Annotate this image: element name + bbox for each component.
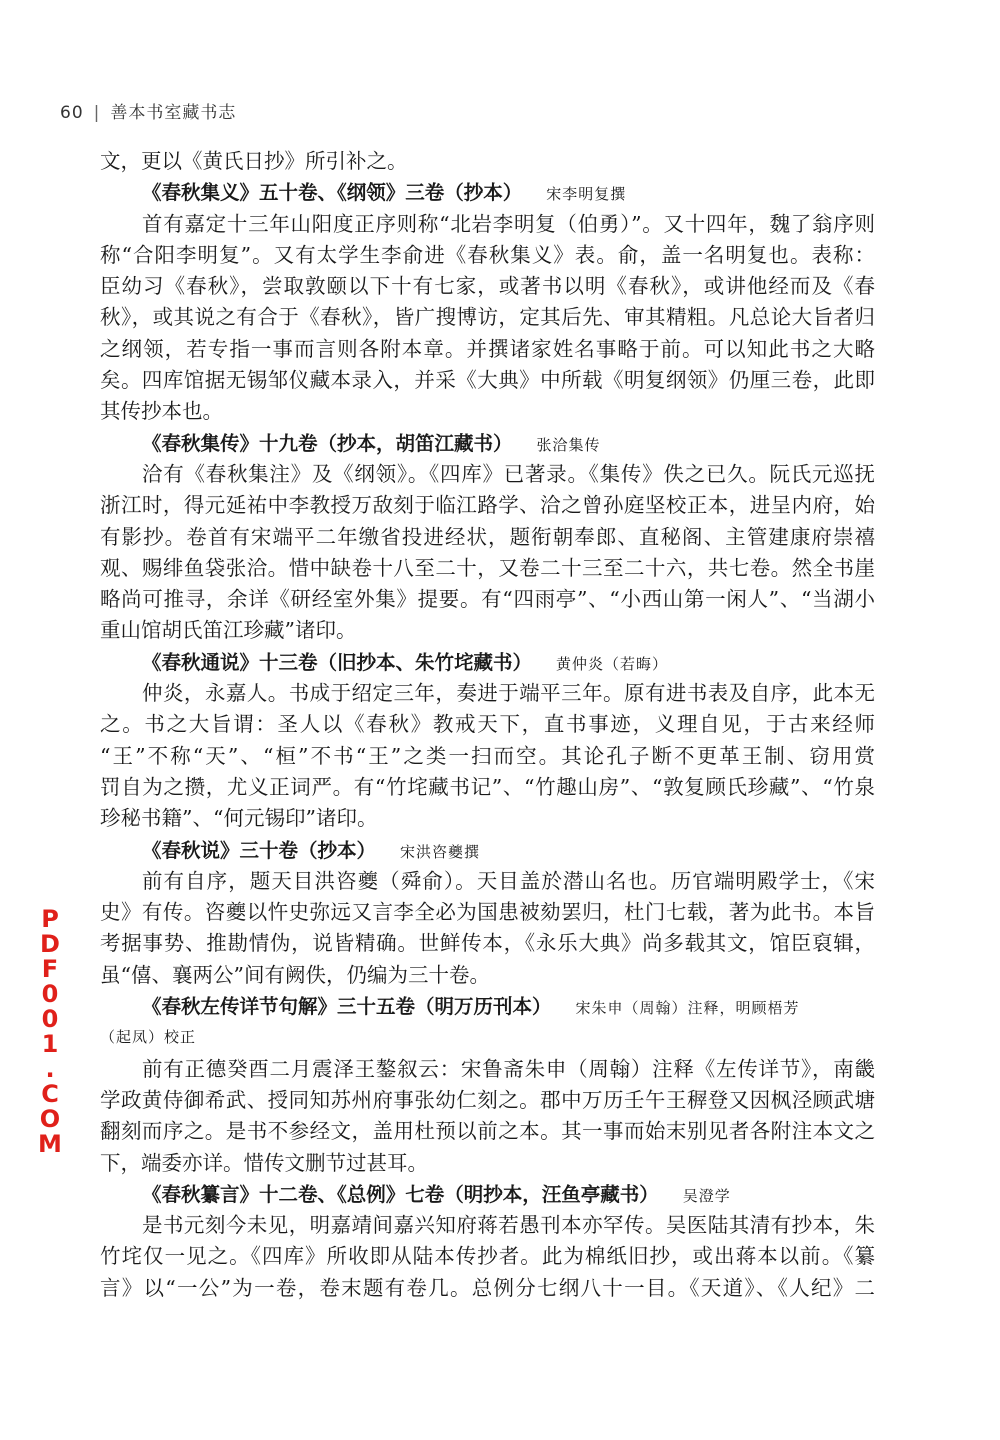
book-title-text: 《春秋集义》五十卷、《纲领》三卷（抄本） [142, 181, 523, 205]
text-line: 翻刻而序之。是书不参经文，盖用杜预以前之本。其一事而始末别见者各附注本文之 [100, 1119, 875, 1144]
header-separator: | [93, 103, 101, 123]
entry-title [100, 835, 875, 866]
text-line: 考据事势、推勘情伪，说皆精确。世鲜传本，《永乐大典》尚多载其文，馆臣裒辑， [100, 931, 875, 956]
text-line: 首有嘉定十三年山阳度正序则称“北岩李明复（伯勇）”。又十四年，魏了翁序则 [142, 211, 875, 236]
text-line: 史》有传。咨夔以忤史弥远又言李全必为国患被劾罢归，杜门七载，著为此书。本旨 [100, 900, 875, 925]
entry-title [100, 428, 875, 459]
text-line: 洽有《春秋集注》及《纲领》。《四库》已著录。《集传》佚之已久。阮氏元巡抚 [142, 461, 875, 486]
author-note: 宋朱申（周翰）注释，明顾梧芳 [575, 999, 800, 1018]
page-header [60, 98, 236, 123]
text-line: 竹垞仅一见之。《四库》所收即从陆本传抄者。此为棉纸旧抄，或出蒋本以前。《纂 [100, 1244, 875, 1269]
book-title: 善本书室藏书志 [110, 103, 237, 123]
entry-title [100, 1179, 875, 1210]
text-line: 臣幼习《春秋》，尝取敦颐以下十有七家，或著书以明《春秋》，或讲他经而及《春 [100, 274, 875, 299]
entry-title [100, 647, 875, 678]
text-line: 罚自为之攒，尤义正词严。有“竹垞藏书记”、“竹趣山房”、“敦复顾氏珍藏”、“竹泉 [100, 774, 875, 799]
text-line: 虽“僖、襄两公”间有阙佚，仍编为三十卷。 [100, 962, 490, 987]
author-note: 黄仲炎（若晦） [556, 654, 669, 673]
page-number: 60 [60, 103, 84, 123]
text-line: 重山馆胡氏笛江珍藏”诸印。 [100, 618, 357, 643]
book-title-text: 《春秋说》三十卷（抄本） [142, 838, 377, 862]
text-line: 浙江时，得元延祐中李教授万敌刻于临江路学、洽之曾孙庭坚校正本，进呈内府，始 [100, 493, 875, 518]
text-line: 之。书之大旨谓：圣人以《春秋》教戒天下，直书事迹，义理自见，于古来经师 [100, 712, 875, 737]
text-line: 矣。四库馆据无锡邹仪藏本录入，并采《大典》中所载《明复纲领》仍厘三卷，此即 [100, 368, 875, 393]
text-line: “王”不称“天”、“桓”不书“王”之类一扫而空。其论孔子断不更革王制、窃用赏 [100, 743, 875, 768]
text-line: 秋》，或其说之有合于《春秋》，皆广搜博访，定其后先、审其精粗。凡总论大旨者归 [100, 305, 875, 330]
book-title-text: 《春秋左传详节句解》三十五卷（明万历刊本） [142, 995, 552, 1019]
book-title-text: 《春秋纂言》十二卷、《总例》七卷（明抄本，汪鱼亭藏书） [142, 1182, 659, 1206]
text-line: 称“合阳李明复”。又有太学生李俞进《春秋集义》表。俞，盖一名明复也。表称： [100, 242, 875, 267]
text-line: 其传抄本也。 [100, 399, 223, 424]
watermark: PDF001.COM [36, 905, 64, 1155]
text-line: 仲炎，永嘉人。书成于绍定三年，奏进于端平三年。原有进书表及自序，此本无 [142, 681, 875, 706]
text-line: 言》以“一公”为一卷，卷末题有卷几。总例分七纲八十一目。《天道》、《人纪》二 [100, 1275, 875, 1300]
entry-title [100, 177, 875, 208]
author-note: 宋李明复撰 [546, 185, 627, 204]
text-line: 学政黄侍御希武、授同知苏州府事张幼仁刻之。郡中万历壬午王稺登又因枫泾顾武塘 [100, 1087, 875, 1112]
book-title-text: 《春秋通说》十三卷（旧抄本、朱竹垞藏书） [142, 650, 533, 674]
page-body [100, 146, 875, 1304]
text-line: 珍秘书籍”、“何元锡印”诸印。 [100, 806, 378, 831]
entry-title [100, 991, 875, 1022]
intro-line: 文，更以《黄氏日抄》所引补之。 [100, 149, 408, 173]
text-line: 有影抄。卷首有宋端平二年缴省投进经状，题衔朝奉郎、直秘阁、主管建康府崇禧 [100, 524, 875, 549]
text-line: 前有自序，题天目洪咨夔（舜俞）。天目盖於潜山名也。历官端明殿学士，《宋 [142, 868, 875, 893]
text-line: 之纲领，若专指一事而言则各附本章。并撰诸家姓名事略于前。可以知此书之大略 [100, 336, 875, 361]
text-line: 下，端委亦详。惜传文删节过甚耳。 [100, 1150, 428, 1175]
text-line: 前有正德癸酉二月震泽王鏊叙云：宋鲁斋朱申（周翰）注释《左传详节》，南畿 [142, 1056, 875, 1081]
author-note: 吴澄学 [682, 1186, 731, 1205]
text-line: 略尚可推寻，余详《研经室外集》提要。有“四雨亭”、“小西山第一闲人”、“当湖小 [100, 587, 875, 612]
author-note-continued: （起凤）校正 [100, 1028, 197, 1047]
author-note: 宋洪咨夔撰 [400, 842, 481, 861]
author-note: 张洽集传 [536, 435, 601, 454]
text-line: 是书元刻今未见，明嘉靖间嘉兴知府蒋若愚刊本亦罕传。吴医陆其清有抄本，朱 [142, 1213, 875, 1238]
book-title-text: 《春秋集传》十九卷（抄本，胡笛江藏书） [142, 431, 513, 455]
text-line: 观、赐绯鱼袋张洽。惜中缺卷十八至二十，又卷二十三至二十六，共七卷。然全书崖 [100, 555, 875, 580]
